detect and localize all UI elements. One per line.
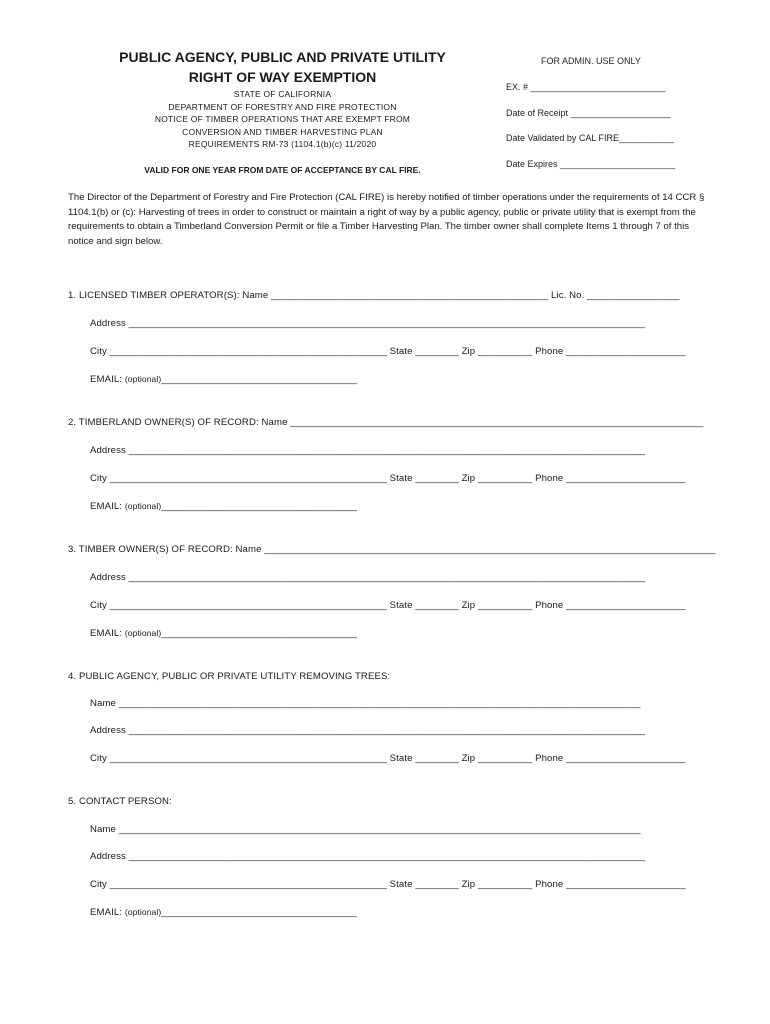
section3-email-field[interactable] xyxy=(90,628,357,639)
section2-timberland-owner-name-field[interactable]: 2. TIMBERLAND OWNER(S) OF RECORD: Name ____________________________________________________________________________ xyxy=(68,417,704,428)
email-label: EMAIL: xyxy=(90,374,123,385)
section2-address-field[interactable]: Address _______________________________________________________________________________________________ xyxy=(90,445,646,456)
optional-label: (optional) xyxy=(124,374,162,384)
admin-date-receipt-field[interactable]: Date of Receipt ____________________ xyxy=(506,108,671,118)
email-label: EMAIL: xyxy=(90,501,123,512)
subtitle-notice: NOTICE OF TIMBER OPERATIONS THAT ARE EXEMPT FROM xyxy=(154,114,411,124)
subtitle-requirements: REQUIREMENTS RM-73 (1104.1(b)(c) 11/2020 xyxy=(188,139,377,149)
section2-city-state-zip-phone-field[interactable]: City ___________________________________________________ State ________ Zip __________ Phone ______________________ xyxy=(90,473,686,484)
optional-label: (optional) xyxy=(124,501,162,511)
subtitle-department: DEPARTMENT OF FORESTRY AND FIRE PROTECTION xyxy=(168,101,397,112)
subtitle-conversion: CONVERSION AND TIMBER HARVESTING PLAN xyxy=(182,126,383,137)
form-title-line2: RIGHT OF WAY EXEMPTION xyxy=(188,69,377,85)
section1-address-field[interactable]: Address _______________________________________________________________________________________________ xyxy=(90,318,646,329)
email-line[interactable]: ____________________________________ xyxy=(161,907,357,918)
section4-city-state-zip-phone-field[interactable]: City ___________________________________________________ State ________ Zip __________ Phone ______________________ xyxy=(90,753,686,764)
section5-heading: 5. CONTACT PERSON: xyxy=(68,796,172,807)
section5-name-field[interactable]: Name ________________________________________________________________________________________________ xyxy=(90,824,641,835)
section4-heading: 4. PUBLIC AGENCY, PUBLIC OR PRIVATE UTILITY REMOVING TREES: xyxy=(68,671,391,682)
email-line[interactable]: ____________________________________ xyxy=(161,374,357,385)
admin-date-expires-field[interactable]: Date Expires _______________________ xyxy=(506,159,676,169)
email-line[interactable]: ____________________________________ xyxy=(161,501,357,512)
admin-heading: FOR ADMIN. USE ONLY xyxy=(541,56,641,66)
section5-address-field[interactable]: Address _______________________________________________________________________________________________ xyxy=(90,851,646,862)
section1-email-field[interactable] xyxy=(90,374,357,385)
subtitle-state: STATE OF CALIFORNIA xyxy=(233,89,332,99)
section3-address-field[interactable]: Address _______________________________________________________________________________________________ xyxy=(90,572,646,583)
admin-ex-field[interactable]: EX. # ___________________________ xyxy=(506,82,666,92)
email-label: EMAIL: xyxy=(90,907,123,918)
intro-paragraph: The Director of the Department of Forestry and Fire Protection (CAL FIRE) is hereby notified of timber operations under the requirements of 14 CCR § 1104.1(b) or (c): Harvesting of trees in order to construct or maintain a right of way by a public agency, public or private utility that is exempt from the requirements to obtain a Timberland Conversion Permit or file a Timber Harvesting Plan. The timber owner shall complete Items 1 through 7 of this notice and sign below. xyxy=(68,192,705,247)
email-label: EMAIL: xyxy=(90,628,123,639)
validity-note: VALID FOR ONE YEAR FROM DATE OF ACCEPTANCE BY CAL FIRE. xyxy=(144,165,421,175)
section1-operator-name-field[interactable]: 1. LICENSED TIMBER OPERATOR(S): Name ___________________________________________________ Lic. No. _________________ xyxy=(68,290,680,301)
section4-address-field[interactable]: Address _______________________________________________________________________________________________ xyxy=(90,725,646,736)
optional-label: (optional) xyxy=(124,628,162,638)
form-title-line1: PUBLIC AGENCY, PUBLIC AND PRIVATE UTILITY xyxy=(119,49,446,65)
section4-name-field[interactable]: Name ________________________________________________________________________________________________ xyxy=(90,698,641,709)
optional-label: (optional) xyxy=(124,907,162,917)
section5-email-field[interactable] xyxy=(90,907,357,918)
section1-city-state-zip-phone-field[interactable]: City ___________________________________________________ State ________ Zip __________ Phone ______________________ xyxy=(90,346,686,357)
section3-timber-owner-name-field[interactable]: 3. TIMBER OWNER(S) OF RECORD: Name ___________________________________________________________________________________ xyxy=(68,544,716,555)
section3-city-state-zip-phone-field[interactable]: City ___________________________________________________ State ________ Zip __________ Phone ______________________ xyxy=(90,600,686,611)
section5-city-state-zip-phone-field[interactable]: City ___________________________________________________ State ________ Zip __________ Phone ______________________ xyxy=(90,879,686,890)
email-line[interactable]: ____________________________________ xyxy=(161,628,357,639)
admin-date-validated-field[interactable]: Date Validated by CAL FIRE___________ xyxy=(506,133,675,143)
section2-email-field[interactable] xyxy=(90,501,357,512)
